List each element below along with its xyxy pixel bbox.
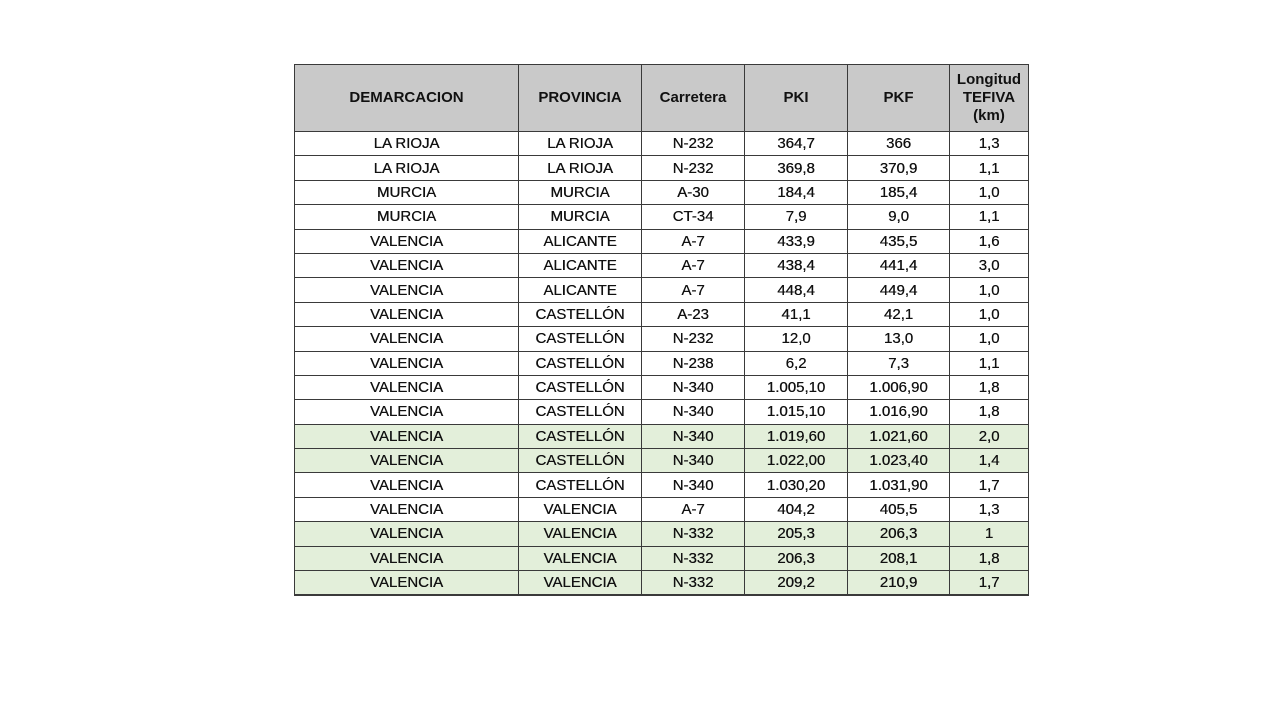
cell-pkf: 1.021,60 — [848, 424, 950, 448]
cell-provincia: VALENCIA — [519, 546, 642, 570]
cell-provincia: MURCIA — [519, 180, 642, 204]
cell-carretera: A-7 — [642, 497, 745, 521]
cell-longitud: 1,0 — [950, 302, 1029, 326]
table-row — [295, 351, 1029, 375]
cell-provincia: VALENCIA — [519, 522, 642, 546]
cell-longitud: 1,1 — [950, 205, 1029, 229]
cell-longitud: 2,0 — [950, 424, 1029, 448]
cell-carretera: CT-34 — [642, 205, 745, 229]
cell-carretera: N-340 — [642, 424, 745, 448]
cell-longitud: 1,3 — [950, 497, 1029, 521]
table-row — [295, 253, 1029, 277]
cell-pki: 1.015,10 — [745, 400, 848, 424]
cell-pki: 12,0 — [745, 327, 848, 351]
header-demarcacion: DEMARCACION — [295, 65, 519, 132]
cell-provincia: CASTELLÓN — [519, 302, 642, 326]
cell-pkf: 1.006,90 — [848, 375, 950, 399]
cell-provincia: CASTELLÓN — [519, 400, 642, 424]
cell-demarcacion: VALENCIA — [295, 302, 519, 326]
cell-pki: 369,8 — [745, 156, 848, 180]
cell-longitud: 1,8 — [950, 400, 1029, 424]
cell-pkf: 370,9 — [848, 156, 950, 180]
cell-pkf: 185,4 — [848, 180, 950, 204]
cell-provincia: VALENCIA — [519, 571, 642, 596]
cell-provincia: CASTELLÓN — [519, 327, 642, 351]
cell-pkf: 441,4 — [848, 253, 950, 277]
cell-provincia: ALICANTE — [519, 229, 642, 253]
cell-demarcacion: VALENCIA — [295, 473, 519, 497]
cell-pki: 448,4 — [745, 278, 848, 302]
cell-longitud: 3,0 — [950, 253, 1029, 277]
cell-carretera: N-232 — [642, 132, 745, 156]
cell-provincia: CASTELLÓN — [519, 424, 642, 448]
cell-demarcacion: VALENCIA — [295, 571, 519, 596]
cell-pki: 1.019,60 — [745, 424, 848, 448]
cell-provincia: CASTELLÓN — [519, 473, 642, 497]
cell-demarcacion: VALENCIA — [295, 449, 519, 473]
cell-carretera: N-340 — [642, 400, 745, 424]
cell-carretera: N-332 — [642, 522, 745, 546]
cell-provincia: MURCIA — [519, 205, 642, 229]
cell-pkf: 208,1 — [848, 546, 950, 570]
cell-demarcacion: LA RIOJA — [295, 132, 519, 156]
cell-carretera: N-232 — [642, 327, 745, 351]
cell-pki: 184,4 — [745, 180, 848, 204]
cell-longitud: 1,6 — [950, 229, 1029, 253]
cell-pkf: 42,1 — [848, 302, 950, 326]
cell-demarcacion: MURCIA — [295, 180, 519, 204]
cell-pkf: 206,3 — [848, 522, 950, 546]
cell-demarcacion: VALENCIA — [295, 546, 519, 570]
table-row — [295, 424, 1029, 448]
cell-provincia: CASTELLÓN — [519, 449, 642, 473]
cell-pki: 6,2 — [745, 351, 848, 375]
cell-demarcacion: VALENCIA — [295, 327, 519, 351]
cell-longitud: 1,8 — [950, 375, 1029, 399]
table-row — [295, 302, 1029, 326]
cell-pki: 7,9 — [745, 205, 848, 229]
cell-pkf: 9,0 — [848, 205, 950, 229]
table-row — [295, 400, 1029, 424]
cell-pkf: 366 — [848, 132, 950, 156]
cell-longitud: 1,8 — [950, 546, 1029, 570]
cell-pkf: 210,9 — [848, 571, 950, 596]
table-row — [295, 180, 1029, 204]
cell-pkf: 449,4 — [848, 278, 950, 302]
cell-pki: 205,3 — [745, 522, 848, 546]
cell-pki: 41,1 — [745, 302, 848, 326]
cell-demarcacion: VALENCIA — [295, 278, 519, 302]
cell-pki: 404,2 — [745, 497, 848, 521]
cell-carretera: N-340 — [642, 449, 745, 473]
table-row — [295, 132, 1029, 156]
tefiva-table — [294, 64, 1029, 596]
cell-demarcacion: VALENCIA — [295, 522, 519, 546]
cell-pki: 438,4 — [745, 253, 848, 277]
cell-pki: 1.030,20 — [745, 473, 848, 497]
cell-longitud: 1,0 — [950, 327, 1029, 351]
cell-demarcacion: VALENCIA — [295, 400, 519, 424]
table-row — [295, 522, 1029, 546]
cell-longitud: 1 — [950, 522, 1029, 546]
cell-carretera: N-340 — [642, 375, 745, 399]
cell-demarcacion: VALENCIA — [295, 375, 519, 399]
cell-provincia: VALENCIA — [519, 497, 642, 521]
header-carretera: Carretera — [642, 65, 745, 132]
table-row — [295, 278, 1029, 302]
cell-demarcacion: VALENCIA — [295, 229, 519, 253]
cell-provincia: ALICANTE — [519, 253, 642, 277]
cell-pki: 1.005,10 — [745, 375, 848, 399]
cell-pki: 206,3 — [745, 546, 848, 570]
cell-pkf: 435,5 — [848, 229, 950, 253]
cell-provincia: LA RIOJA — [519, 132, 642, 156]
cell-longitud: 1,7 — [950, 473, 1029, 497]
table-row — [295, 497, 1029, 521]
cell-pkf: 13,0 — [848, 327, 950, 351]
cell-demarcacion: VALENCIA — [295, 351, 519, 375]
cell-longitud: 1,1 — [950, 351, 1029, 375]
cell-carretera: N-232 — [642, 156, 745, 180]
cell-provincia: LA RIOJA — [519, 156, 642, 180]
header-row — [295, 65, 1029, 132]
cell-pkf: 1.016,90 — [848, 400, 950, 424]
cell-pkf: 7,3 — [848, 351, 950, 375]
cell-carretera: A-30 — [642, 180, 745, 204]
cell-longitud: 1,4 — [950, 449, 1029, 473]
table-header — [295, 65, 1029, 132]
table-row — [295, 571, 1029, 596]
table-row — [295, 449, 1029, 473]
cell-provincia: CASTELLÓN — [519, 351, 642, 375]
cell-carretera: N-332 — [642, 571, 745, 596]
table-row — [295, 546, 1029, 570]
cell-pki: 1.022,00 — [745, 449, 848, 473]
cell-longitud: 1,0 — [950, 278, 1029, 302]
table-row — [295, 205, 1029, 229]
cell-provincia: CASTELLÓN — [519, 375, 642, 399]
cell-longitud: 1,0 — [950, 180, 1029, 204]
cell-carretera: A-7 — [642, 229, 745, 253]
cell-pki: 364,7 — [745, 132, 848, 156]
table-row — [295, 375, 1029, 399]
cell-pkf: 1.031,90 — [848, 473, 950, 497]
table-row — [295, 327, 1029, 351]
cell-demarcacion: VALENCIA — [295, 253, 519, 277]
cell-carretera: A-23 — [642, 302, 745, 326]
table-row — [295, 156, 1029, 180]
cell-demarcacion: VALENCIA — [295, 424, 519, 448]
cell-longitud: 1,7 — [950, 571, 1029, 596]
cell-demarcacion: LA RIOJA — [295, 156, 519, 180]
header-longitud: Longitud TEFIVA (km) — [950, 65, 1029, 132]
cell-carretera: A-7 — [642, 253, 745, 277]
cell-carretera: A-7 — [642, 278, 745, 302]
header-pki: PKI — [745, 65, 848, 132]
table-row — [295, 473, 1029, 497]
cell-pki: 433,9 — [745, 229, 848, 253]
cell-longitud: 1,3 — [950, 132, 1029, 156]
cell-carretera: N-238 — [642, 351, 745, 375]
table-body — [295, 132, 1029, 596]
cell-longitud: 1,1 — [950, 156, 1029, 180]
cell-carretera: N-332 — [642, 546, 745, 570]
table-row — [295, 229, 1029, 253]
cell-pkf: 1.023,40 — [848, 449, 950, 473]
cell-demarcacion: MURCIA — [295, 205, 519, 229]
header-provincia: PROVINCIA — [519, 65, 642, 132]
cell-pki: 209,2 — [745, 571, 848, 596]
cell-carretera: N-340 — [642, 473, 745, 497]
cell-pkf: 405,5 — [848, 497, 950, 521]
cell-provincia: ALICANTE — [519, 278, 642, 302]
cell-demarcacion: VALENCIA — [295, 497, 519, 521]
header-pkf: PKF — [848, 65, 950, 132]
